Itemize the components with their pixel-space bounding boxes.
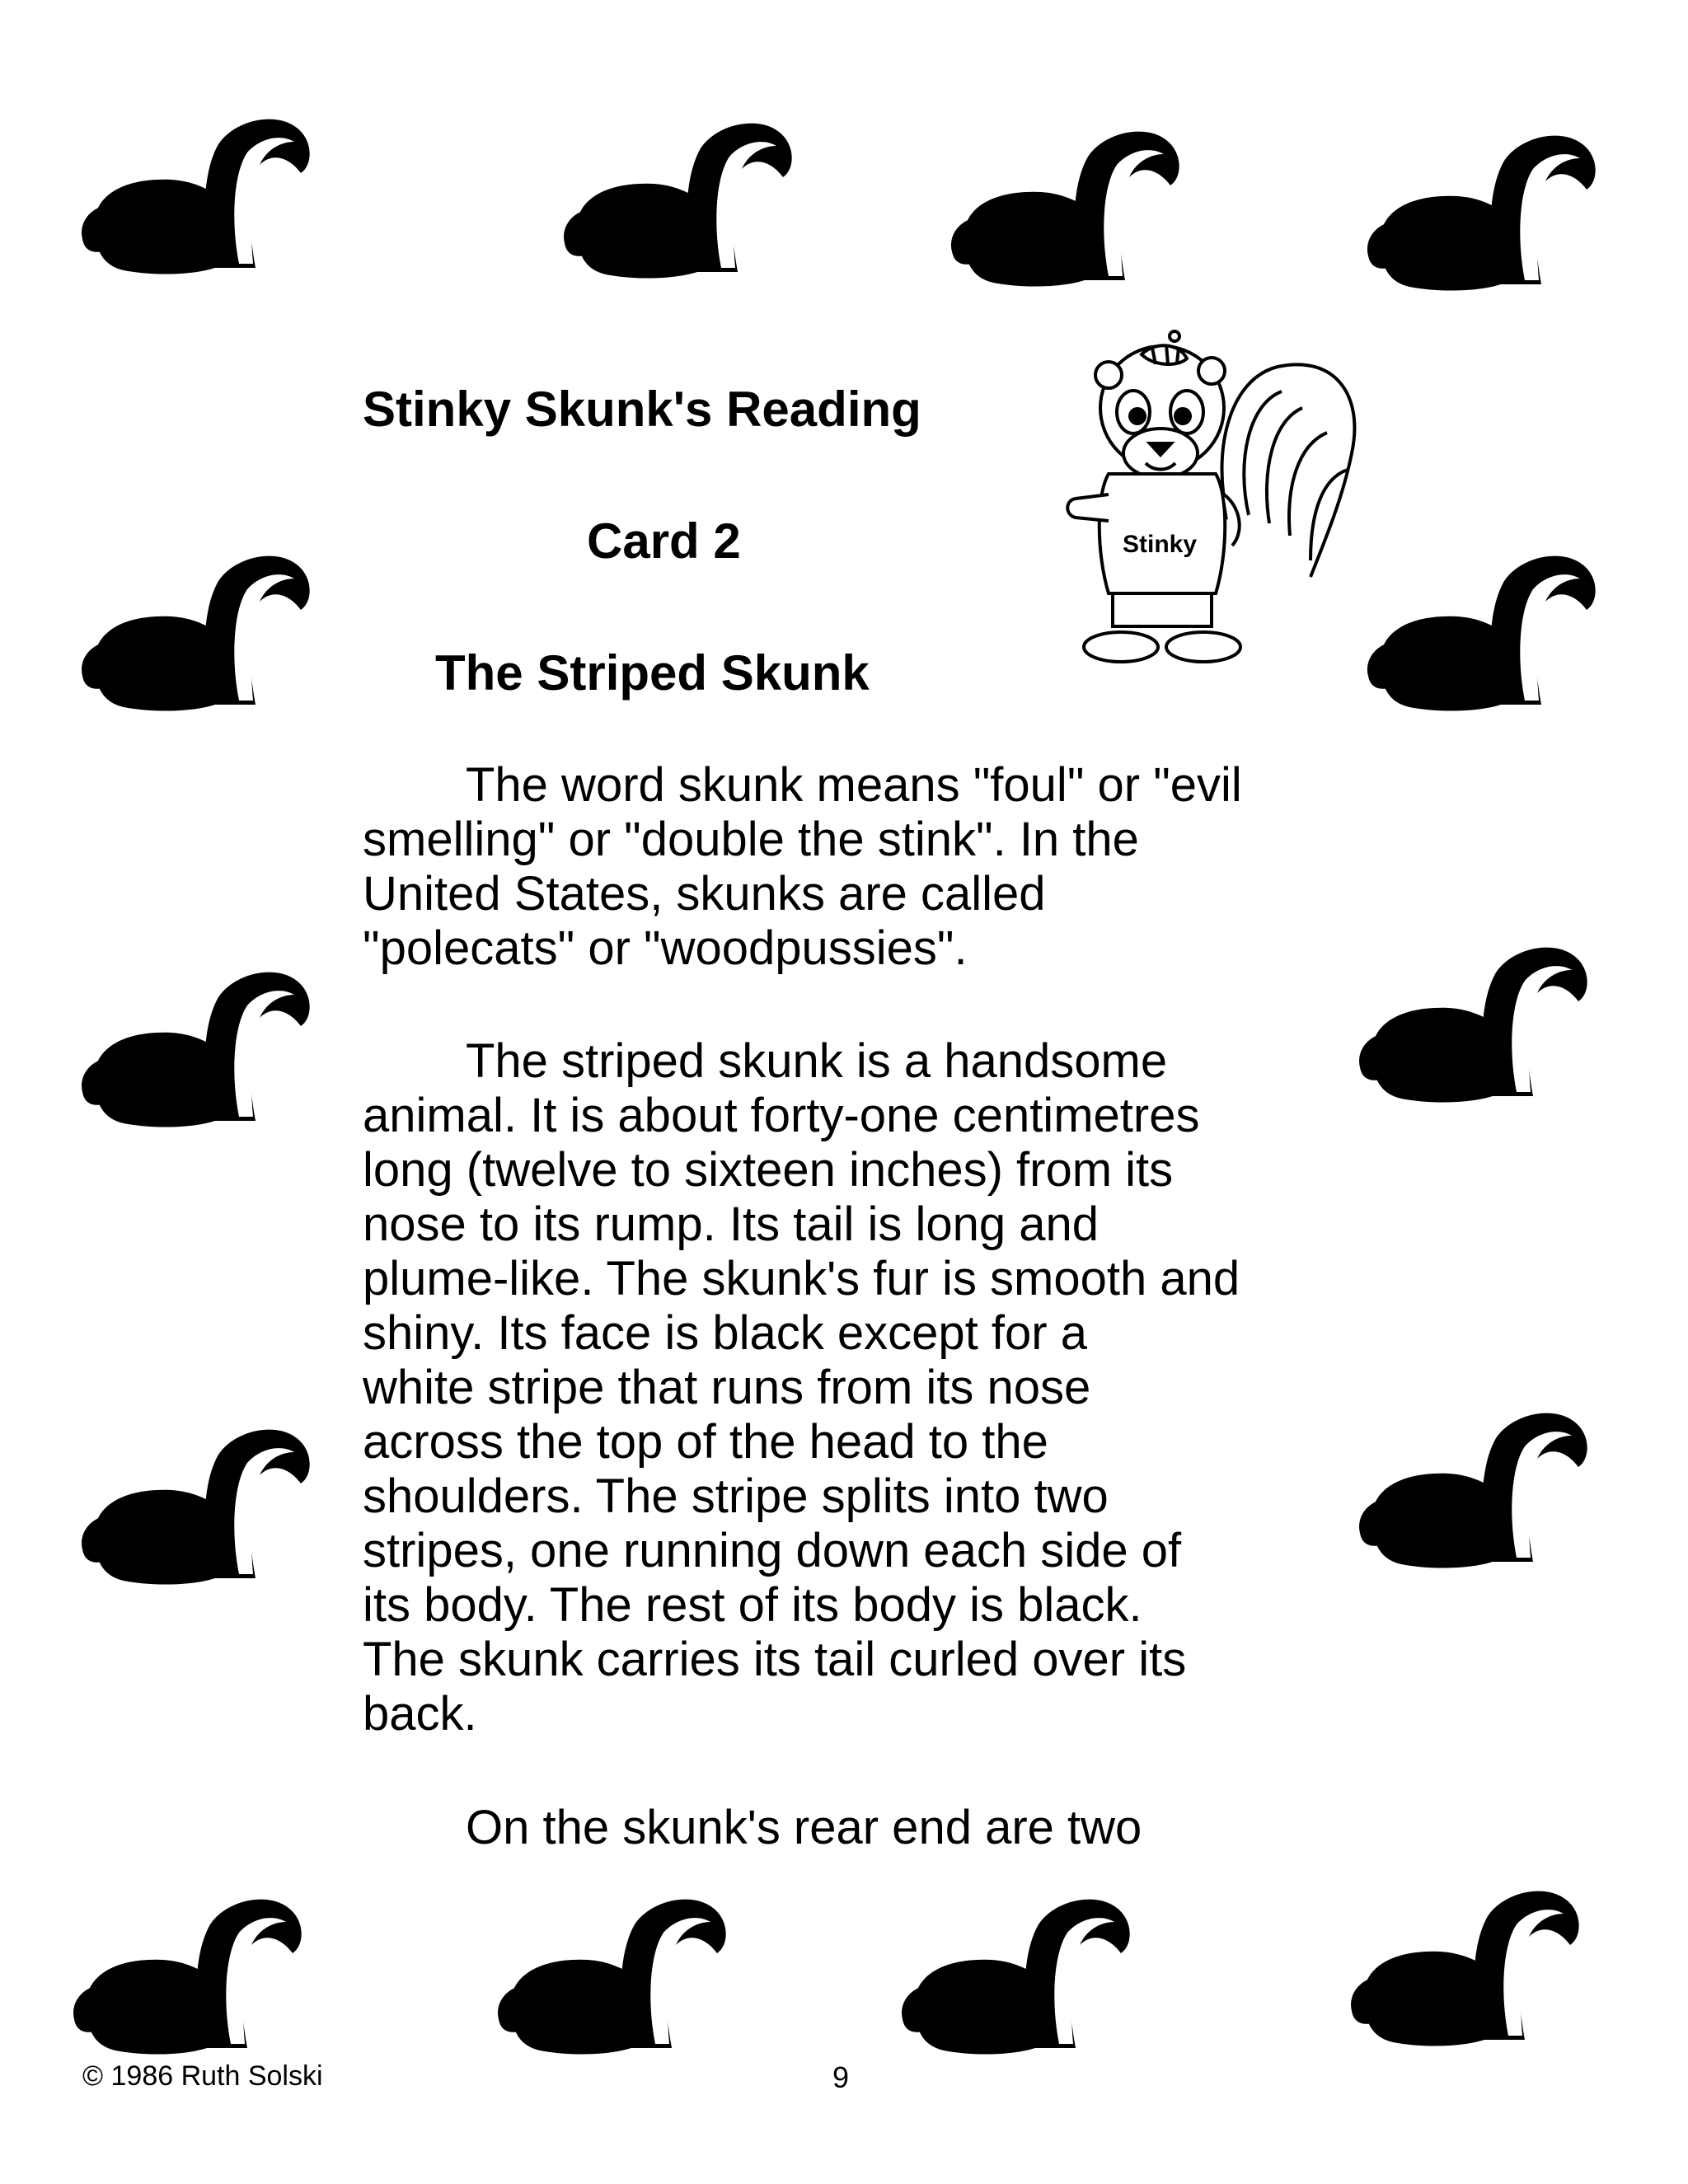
mascot-shirt-text: Stinky [1123,531,1198,558]
skunk-silhouette-icon [1364,124,1603,313]
text-line: smelling" or "double the stink". In the [363,813,1139,866]
worksheet-title: Stinky Skunk's Reading [363,382,921,437]
paragraph-1 [363,758,1335,976]
page-number: 9 [832,2060,850,2094]
text-line: On the skunk's rear end are two [466,1801,1142,1854]
text-line: The skunk carries its tail curled over its [363,1633,1187,1686]
text-line: white stripe that runs from its nose [363,1361,1091,1414]
text-line: shoulders. The stripe splits into two [363,1469,1109,1523]
skunk-silhouette-icon [78,107,317,297]
paragraph-2 [363,1034,1335,1741]
skunk-silhouette-icon [78,544,317,733]
text-line: plume-like. The skunk's fur is smooth and [363,1252,1240,1305]
skunk-silhouette-icon [78,960,317,1150]
text-line: across the top of the head to the [363,1415,1048,1469]
text-line: The striped skunk is a handsome [466,1034,1168,1088]
skunk-silhouette-icon [948,120,1187,309]
text-line: its body. The rest of its body is black. [363,1578,1142,1632]
text-line: United States, skunks are called [363,867,1046,921]
text-line: stripes, one running down each side of [363,1524,1182,1577]
skunk-silhouette-icon [1348,1879,1587,2069]
skunk-silhouette-icon [70,1887,309,2077]
skunk-silhouette-icon [898,1887,1137,2077]
section-heading: The Striped Skunk [435,645,870,701]
text-line: back. [363,1687,477,1741]
skunk-silhouette-icon [560,111,799,301]
text-line: nose to its rump. Its tail is long and [363,1197,1099,1251]
text-line: The word skunk means "foul" or "evil [466,758,1242,812]
text-line: shiny. Its face is black except for a [363,1306,1087,1360]
text-line: long (twelve to sixteen inches) from its [363,1143,1174,1197]
skunk-silhouette-icon [1356,1401,1595,1591]
skunk-silhouette-icon [495,1887,734,2077]
text-line: animal. It is about forty-one centimetres [363,1089,1200,1142]
text-line: "polecats" or "woodpussies". [363,921,968,975]
skunk-silhouette-icon [78,1418,317,1607]
copyright-notice: © 1986 Ruth Solski [82,2060,323,2092]
skunk-silhouette-icon [1364,544,1603,733]
stinky-mascot-illustration [1063,330,1368,684]
paragraph-3 [363,1801,1335,1855]
skunk-silhouette-icon [1356,935,1595,1125]
card-number: Card 2 [587,513,741,569]
